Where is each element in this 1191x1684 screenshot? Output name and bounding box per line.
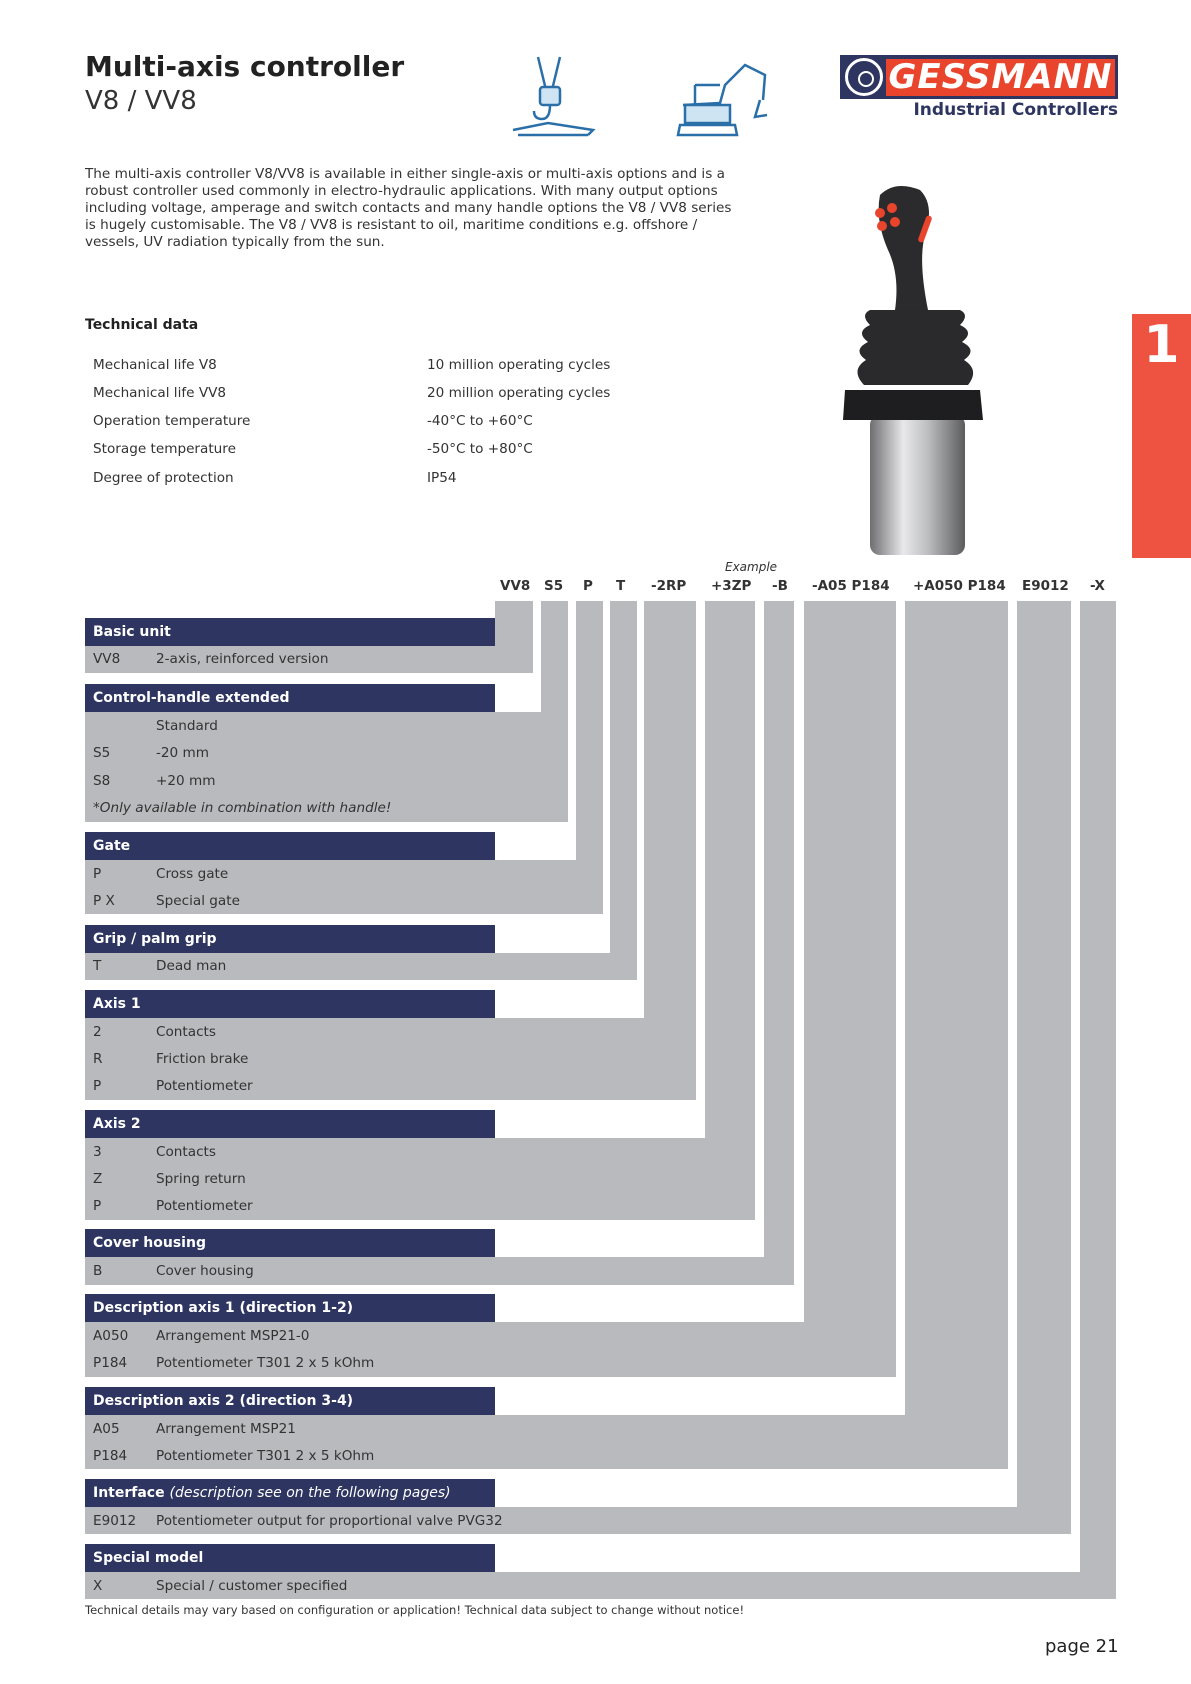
option-code: P184: [93, 1448, 128, 1464]
option-description: Standard: [156, 718, 218, 734]
example-label: Example: [725, 560, 778, 574]
option-description: 2-axis, reinforced version: [156, 651, 329, 667]
page-number: page 21: [1045, 1636, 1119, 1657]
page-subtitle: V8 / VV8: [85, 86, 197, 116]
option-code: P: [93, 1198, 102, 1214]
option-description: Special gate: [156, 893, 240, 909]
option-description: Potentiometer: [156, 1198, 253, 1214]
section-header-description-axis-2: Description axis 2 (direction 3-4): [85, 1387, 495, 1415]
option-code: T: [93, 958, 102, 974]
order-code: -X: [1090, 578, 1105, 594]
code-column: [705, 601, 755, 1218]
option-code: B: [93, 1263, 103, 1279]
section-header-control-handle: Control-handle extended: [85, 684, 495, 712]
option-description: Special / customer specified: [156, 1578, 348, 1594]
option-description: Arrangement MSP21-0: [156, 1328, 310, 1344]
tech-value: IP54: [427, 470, 457, 486]
code-column: [610, 601, 637, 977]
section-header-description-axis-1: Description axis 1 (direction 1-2): [85, 1294, 495, 1322]
code-column: [905, 601, 1008, 1467]
section-header-interface: [85, 1479, 495, 1507]
option-description: Arrangement MSP21: [156, 1421, 296, 1437]
intro-paragraph: The multi-axis controller V8/VV8 is available in either single-axis or multi-axis options and is a robust controller used commonly in electro-hydraulic applications. With many output options including voltage, amperage and switch contacts and many handle options the V8 / VV8 series is hugely customisable. The V8 / VV8 is resistant to oil, maritime conditions e.g. offshore / vessels, UV radiation typically from the sun.: [85, 166, 732, 250]
crane-hook-icon: [508, 55, 598, 140]
logo-subtitle: Industrial Controllers: [913, 100, 1118, 120]
order-code: +3ZP: [711, 578, 752, 594]
code-column: [1080, 601, 1116, 1598]
option-code: A050: [93, 1328, 129, 1344]
option-description: Contacts: [156, 1144, 216, 1160]
logo-text: GESSMANN: [888, 57, 1113, 97]
tech-value: 20 million operating cycles: [427, 385, 611, 401]
order-code: E9012: [1022, 578, 1069, 594]
logo-emblem-icon: [845, 58, 883, 96]
tech-value: -50°C to +80°C: [427, 441, 533, 457]
option-code: VV8: [93, 651, 121, 667]
tech-label: Storage temperature: [93, 441, 236, 457]
option-description: Dead man: [156, 958, 227, 974]
section-header-cover-housing: Cover housing: [85, 1229, 495, 1257]
option-code: P: [93, 1078, 102, 1094]
option-code: P X: [93, 893, 115, 909]
order-code: P: [583, 578, 593, 594]
section-title-sub: (description see on the following pages): [169, 1485, 451, 1501]
option-code: 2: [93, 1024, 102, 1040]
order-code: S5: [544, 578, 564, 594]
page-title: Multi-axis controller: [85, 50, 405, 83]
option-code: P184: [93, 1355, 128, 1371]
option-code: E9012: [93, 1513, 137, 1529]
option-description: Potentiometer T301 2 x 5 kOhm: [156, 1448, 375, 1464]
code-column: [804, 601, 896, 1375]
option-description: Cross gate: [156, 866, 229, 882]
order-code: -2RP: [651, 578, 687, 594]
code-column: [764, 601, 794, 1283]
order-code: VV8: [500, 578, 531, 594]
section-header-axis-2: Axis 2: [85, 1110, 495, 1138]
option-description: Cover housing: [156, 1263, 254, 1279]
option-code: 3: [93, 1144, 102, 1160]
option-code: R: [93, 1051, 103, 1067]
option-description: +20 mm: [156, 773, 216, 789]
section-title: Interface: [93, 1485, 165, 1501]
option-code: A05: [93, 1421, 120, 1437]
option-description: Spring return: [156, 1171, 246, 1187]
option-description: Contacts: [156, 1024, 216, 1040]
tech-label: Operation temperature: [93, 413, 251, 429]
option-code: S5: [93, 745, 111, 761]
option-code: X: [93, 1578, 103, 1594]
technical-data-heading: Technical data: [85, 317, 199, 333]
option-description: Potentiometer output for proportional valve PVG32: [156, 1513, 503, 1529]
chapter-number: 1: [1143, 315, 1180, 375]
option-code: Z: [93, 1171, 103, 1187]
order-code: T: [616, 578, 626, 594]
joystick-product-image: [840, 180, 990, 560]
section-header-grip: Grip / palm grip: [85, 925, 495, 953]
section-header-axis-1: Axis 1: [85, 990, 495, 1018]
order-code: +A050 P184: [913, 578, 1006, 594]
order-code: -A05 P184: [812, 578, 890, 594]
order-code: -B: [772, 578, 788, 594]
option-code: S8: [93, 773, 111, 789]
tech-value: -40°C to +60°C: [427, 413, 533, 429]
tech-label: Mechanical life VV8: [93, 385, 227, 401]
option-description: Potentiometer: [156, 1078, 253, 1094]
tech-label: Degree of protection: [93, 470, 234, 486]
option-code: P: [93, 866, 102, 882]
option-note: *Only available in combination with handle!: [93, 800, 392, 816]
footnote: Technical details may vary based on configuration or application! Technical data subject to change without notice!: [85, 1603, 745, 1617]
section-header-basic-unit: Basic unit: [85, 618, 495, 646]
tech-label: Mechanical life V8: [93, 357, 217, 373]
code-column: [1017, 601, 1071, 1533]
option-description: Potentiometer T301 2 x 5 kOhm: [156, 1355, 375, 1371]
option-description: Friction brake: [156, 1051, 249, 1067]
excavator-icon: [675, 55, 775, 140]
option-description: -20 mm: [156, 745, 210, 761]
section-header-special-model: Special model: [85, 1544, 495, 1572]
section-header-gate: Gate: [85, 832, 495, 860]
tech-value: 10 million operating cycles: [427, 357, 611, 373]
